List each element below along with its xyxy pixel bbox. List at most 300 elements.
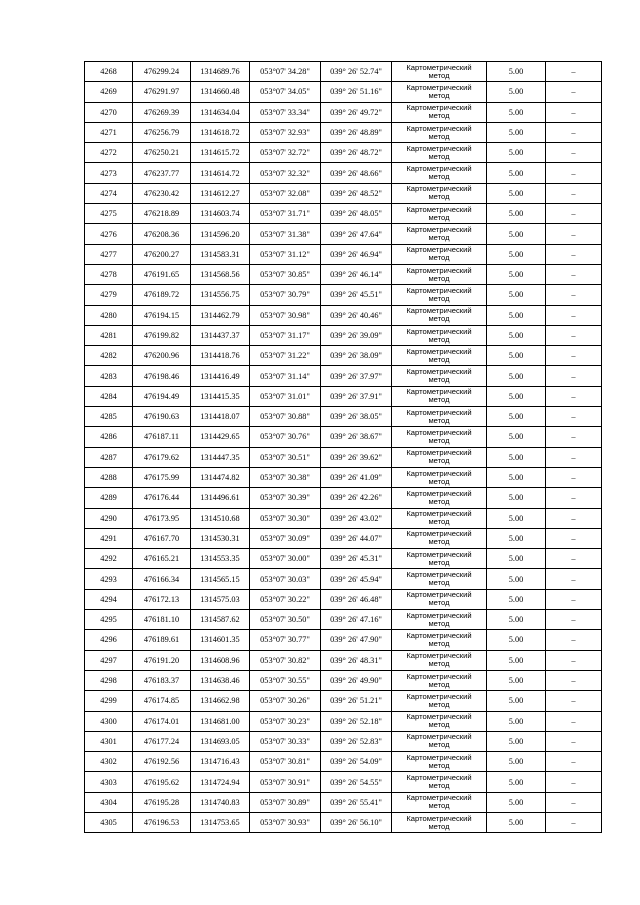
note-cell: – — [546, 143, 602, 163]
latitude-cell: 053°07' 30.22" — [250, 589, 321, 609]
accuracy-cell: 5.00 — [487, 407, 546, 427]
accuracy-cell: 5.00 — [487, 102, 546, 122]
accuracy-cell: 5.00 — [487, 467, 546, 487]
method-cell — [392, 102, 487, 122]
accuracy-cell: 5.00 — [487, 82, 546, 102]
method-cell — [392, 224, 487, 244]
note-cell: – — [546, 183, 602, 203]
point-number-cell: 4277 — [85, 244, 133, 264]
y-coordinate-cell: 1314689.76 — [191, 62, 250, 82]
latitude-cell: 053°07' 30.38" — [250, 467, 321, 487]
longitude-cell: 039° 26' 38.67" — [321, 427, 392, 447]
method-line-2: метод — [428, 131, 450, 141]
point-number-cell: 4296 — [85, 630, 133, 650]
x-coordinate-cell: 476181.10 — [133, 610, 191, 630]
note-cell: – — [546, 650, 602, 670]
y-coordinate-cell: 1314583.31 — [191, 244, 250, 264]
point-number-cell: 4305 — [85, 812, 133, 832]
table-row — [85, 752, 602, 772]
table-row — [85, 508, 602, 528]
x-coordinate-cell: 476190.63 — [133, 407, 191, 427]
point-number-cell: 4301 — [85, 731, 133, 751]
method-line-2: метод — [428, 537, 450, 547]
method-cell — [392, 549, 487, 569]
method-line-1: Картометрический — [406, 82, 472, 92]
x-coordinate-cell: 476195.28 — [133, 792, 191, 812]
point-number-cell: 4285 — [85, 407, 133, 427]
table-row — [85, 62, 602, 82]
method-cell — [392, 447, 487, 467]
method-line-1: Картометрический — [406, 204, 472, 214]
x-coordinate-cell: 476176.44 — [133, 488, 191, 508]
point-number-cell: 4278 — [85, 264, 133, 284]
accuracy-cell: 5.00 — [487, 508, 546, 528]
longitude-cell: 039° 26' 47.64" — [321, 224, 392, 244]
method-line-1: Картометрический — [406, 346, 472, 356]
y-coordinate-cell: 1314568.56 — [191, 264, 250, 284]
method-cell — [392, 772, 487, 792]
method-line-2: метод — [428, 598, 450, 608]
longitude-cell: 039° 26' 54.09" — [321, 752, 392, 772]
longitude-cell: 039° 26' 47.90" — [321, 630, 392, 650]
x-coordinate-cell: 476256.79 — [133, 122, 191, 142]
point-number-cell: 4268 — [85, 62, 133, 82]
method-line-1: Картометрический — [406, 225, 472, 235]
x-coordinate-cell: 476173.95 — [133, 508, 191, 528]
method-line-2: метод — [428, 456, 450, 466]
y-coordinate-cell: 1314447.35 — [191, 447, 250, 467]
latitude-cell: 053°07' 32.08" — [250, 183, 321, 203]
note-cell: – — [546, 569, 602, 589]
latitude-cell: 053°07' 32.32" — [250, 163, 321, 183]
note-cell: – — [546, 407, 602, 427]
point-number-cell: 4271 — [85, 122, 133, 142]
accuracy-cell: 5.00 — [487, 163, 546, 183]
y-coordinate-cell: 1314603.74 — [191, 204, 250, 224]
note-cell: – — [546, 630, 602, 650]
note-cell: – — [546, 122, 602, 142]
longitude-cell: 039° 26' 37.97" — [321, 366, 392, 386]
method-cell — [392, 467, 487, 487]
accuracy-cell: 5.00 — [487, 427, 546, 447]
point-number-cell: 4273 — [85, 163, 133, 183]
x-coordinate-cell: 476177.24 — [133, 731, 191, 751]
x-coordinate-cell: 476208.36 — [133, 224, 191, 244]
longitude-cell: 039° 26' 52.74" — [321, 62, 392, 82]
table-row — [85, 163, 602, 183]
accuracy-cell: 5.00 — [487, 488, 546, 508]
method-cell — [392, 204, 487, 224]
longitude-cell: 039° 26' 46.14" — [321, 264, 392, 284]
point-number-cell: 4283 — [85, 366, 133, 386]
latitude-cell: 053°07' 30.30" — [250, 508, 321, 528]
longitude-cell: 039° 26' 39.09" — [321, 325, 392, 345]
x-coordinate-cell: 476196.53 — [133, 812, 191, 832]
point-number-cell: 4276 — [85, 224, 133, 244]
y-coordinate-cell: 1314415.35 — [191, 386, 250, 406]
method-line-1: Картометрический — [406, 529, 472, 539]
x-coordinate-cell: 476166.34 — [133, 569, 191, 589]
table-row — [85, 264, 602, 284]
latitude-cell: 053°07' 30.33" — [250, 731, 321, 751]
latitude-cell: 053°07' 30.03" — [250, 569, 321, 589]
note-cell: – — [546, 305, 602, 325]
method-line-1: Картометрический — [406, 651, 472, 661]
point-number-cell: 4275 — [85, 204, 133, 224]
note-cell: – — [546, 670, 602, 690]
longitude-cell: 039° 26' 48.89" — [321, 122, 392, 142]
method-line-1: Картометрический — [406, 143, 472, 153]
point-number-cell: 4280 — [85, 305, 133, 325]
longitude-cell: 039° 26' 49.90" — [321, 670, 392, 690]
method-line-1: Картометрический — [406, 793, 472, 803]
method-line-2: метод — [428, 720, 450, 730]
method-line-1: Картометрический — [406, 630, 472, 640]
accuracy-cell: 5.00 — [487, 589, 546, 609]
point-number-cell: 4269 — [85, 82, 133, 102]
note-cell: – — [546, 812, 602, 832]
x-coordinate-cell: 476299.24 — [133, 62, 191, 82]
table-row — [85, 589, 602, 609]
note-cell: – — [546, 285, 602, 305]
point-number-cell: 4297 — [85, 650, 133, 670]
note-cell: – — [546, 792, 602, 812]
accuracy-cell: 5.00 — [487, 792, 546, 812]
accuracy-cell: 5.00 — [487, 569, 546, 589]
method-cell — [392, 366, 487, 386]
table-row — [85, 528, 602, 548]
longitude-cell: 039° 26' 48.31" — [321, 650, 392, 670]
method-line-2: метод — [428, 821, 450, 831]
coordinates-table-body — [85, 62, 602, 833]
y-coordinate-cell: 1314740.83 — [191, 792, 250, 812]
method-line-1: Картометрический — [406, 407, 472, 417]
longitude-cell: 039° 26' 46.48" — [321, 589, 392, 609]
x-coordinate-cell: 476194.15 — [133, 305, 191, 325]
y-coordinate-cell: 1314693.05 — [191, 731, 250, 751]
method-line-1: Картометрический — [406, 306, 472, 316]
y-coordinate-cell: 1314614.72 — [191, 163, 250, 183]
method-line-1: Картометрический — [406, 62, 472, 72]
method-line-2: метод — [428, 760, 450, 770]
accuracy-cell: 5.00 — [487, 650, 546, 670]
latitude-cell: 053°07' 31.22" — [250, 346, 321, 366]
method-line-2: метод — [428, 578, 450, 588]
table-row — [85, 711, 602, 731]
y-coordinate-cell: 1314429.65 — [191, 427, 250, 447]
point-number-cell: 4272 — [85, 143, 133, 163]
method-line-2: метод — [428, 740, 450, 750]
x-coordinate-cell: 476167.70 — [133, 528, 191, 548]
y-coordinate-cell: 1314587.62 — [191, 610, 250, 630]
y-coordinate-cell: 1314418.07 — [191, 407, 250, 427]
x-coordinate-cell: 476230.42 — [133, 183, 191, 203]
y-coordinate-cell: 1314601.35 — [191, 630, 250, 650]
method-line-2: метод — [428, 679, 450, 689]
x-coordinate-cell: 476250.21 — [133, 143, 191, 163]
method-line-1: Картометрический — [406, 468, 472, 478]
accuracy-cell: 5.00 — [487, 812, 546, 832]
method-line-2: метод — [428, 90, 450, 100]
note-cell: – — [546, 752, 602, 772]
latitude-cell: 053°07' 30.89" — [250, 792, 321, 812]
longitude-cell: 039° 26' 45.31" — [321, 549, 392, 569]
point-number-cell: 4274 — [85, 183, 133, 203]
longitude-cell: 039° 26' 42.26" — [321, 488, 392, 508]
method-cell — [392, 650, 487, 670]
x-coordinate-cell: 476172.13 — [133, 589, 191, 609]
latitude-cell: 053°07' 34.05" — [250, 82, 321, 102]
table-row — [85, 305, 602, 325]
method-line-2: метод — [428, 192, 450, 202]
method-cell — [392, 285, 487, 305]
y-coordinate-cell: 1314575.03 — [191, 589, 250, 609]
point-number-cell: 4300 — [85, 711, 133, 731]
method-line-2: метод — [428, 496, 450, 506]
accuracy-cell: 5.00 — [487, 62, 546, 82]
y-coordinate-cell: 1314418.76 — [191, 346, 250, 366]
table-row — [85, 244, 602, 264]
point-number-cell: 4290 — [85, 508, 133, 528]
point-number-cell: 4281 — [85, 325, 133, 345]
method-line-2: метод — [428, 618, 450, 628]
note-cell: – — [546, 62, 602, 82]
longitude-cell: 039° 26' 49.72" — [321, 102, 392, 122]
note-cell: – — [546, 224, 602, 244]
method-line-2: метод — [428, 273, 450, 283]
point-number-cell: 4291 — [85, 528, 133, 548]
note-cell: – — [546, 264, 602, 284]
method-line-1: Картометрический — [406, 427, 472, 437]
x-coordinate-cell: 476237.77 — [133, 163, 191, 183]
note-cell: – — [546, 325, 602, 345]
method-cell — [392, 82, 487, 102]
method-line-1: Картометрический — [406, 448, 472, 458]
accuracy-cell: 5.00 — [487, 549, 546, 569]
longitude-cell: 039° 26' 52.18" — [321, 711, 392, 731]
y-coordinate-cell: 1314618.72 — [191, 122, 250, 142]
note-cell: – — [546, 549, 602, 569]
longitude-cell: 039° 26' 41.09" — [321, 467, 392, 487]
table-row — [85, 549, 602, 569]
y-coordinate-cell: 1314530.31 — [191, 528, 250, 548]
latitude-cell: 053°07' 31.17" — [250, 325, 321, 345]
method-line-1: Картометрический — [406, 570, 472, 580]
longitude-cell: 039° 26' 44.07" — [321, 528, 392, 548]
method-cell — [392, 305, 487, 325]
note-cell: – — [546, 102, 602, 122]
latitude-cell: 053°07' 30.50" — [250, 610, 321, 630]
x-coordinate-cell: 476291.97 — [133, 82, 191, 102]
method-line-2: метод — [428, 557, 450, 567]
method-line-2: метод — [428, 415, 450, 425]
accuracy-cell: 5.00 — [487, 772, 546, 792]
method-line-1: Картометрический — [406, 773, 472, 783]
point-number-cell: 4303 — [85, 772, 133, 792]
longitude-cell: 039° 26' 43.02" — [321, 508, 392, 528]
method-line-1: Картометрический — [406, 691, 472, 701]
method-cell — [392, 163, 487, 183]
method-line-2: метод — [428, 293, 450, 303]
y-coordinate-cell: 1314612.27 — [191, 183, 250, 203]
point-number-cell: 4288 — [85, 467, 133, 487]
longitude-cell: 039° 26' 54.55" — [321, 772, 392, 792]
method-cell — [392, 630, 487, 650]
method-line-2: метод — [428, 801, 450, 811]
accuracy-cell: 5.00 — [487, 122, 546, 142]
table-row — [85, 143, 602, 163]
table-row — [85, 407, 602, 427]
method-cell — [392, 731, 487, 751]
accuracy-cell: 5.00 — [487, 366, 546, 386]
method-line-2: метод — [428, 517, 450, 527]
longitude-cell: 039° 26' 51.16" — [321, 82, 392, 102]
point-number-cell: 4299 — [85, 691, 133, 711]
method-line-1: Картометрический — [406, 164, 472, 174]
table-row — [85, 325, 602, 345]
method-line-2: метод — [428, 314, 450, 324]
x-coordinate-cell: 476175.99 — [133, 467, 191, 487]
longitude-cell: 039° 26' 46.94" — [321, 244, 392, 264]
method-cell — [392, 752, 487, 772]
table-row — [85, 183, 602, 203]
y-coordinate-cell: 1314565.15 — [191, 569, 250, 589]
method-line-1: Картометрический — [406, 610, 472, 620]
note-cell: – — [546, 691, 602, 711]
longitude-cell: 039° 26' 45.94" — [321, 569, 392, 589]
method-cell — [392, 264, 487, 284]
latitude-cell: 053°07' 30.77" — [250, 630, 321, 650]
latitude-cell: 053°07' 32.93" — [250, 122, 321, 142]
coordinates-table — [84, 61, 602, 833]
table-row — [85, 792, 602, 812]
method-line-2: метод — [428, 476, 450, 486]
x-coordinate-cell: 476269.39 — [133, 102, 191, 122]
table-row — [85, 670, 602, 690]
accuracy-cell: 5.00 — [487, 325, 546, 345]
method-cell — [392, 569, 487, 589]
accuracy-cell: 5.00 — [487, 143, 546, 163]
longitude-cell: 039° 26' 48.66" — [321, 163, 392, 183]
table-row — [85, 772, 602, 792]
table-row — [85, 204, 602, 224]
longitude-cell: 039° 26' 45.51" — [321, 285, 392, 305]
method-line-1: Картометрический — [406, 813, 472, 823]
longitude-cell: 039° 26' 38.09" — [321, 346, 392, 366]
x-coordinate-cell: 476192.56 — [133, 752, 191, 772]
table-row — [85, 122, 602, 142]
accuracy-cell: 5.00 — [487, 305, 546, 325]
table-row — [85, 691, 602, 711]
y-coordinate-cell: 1314662.98 — [191, 691, 250, 711]
table-row — [85, 447, 602, 467]
method-cell — [392, 610, 487, 630]
method-cell — [392, 407, 487, 427]
accuracy-cell: 5.00 — [487, 183, 546, 203]
method-line-2: метод — [428, 334, 450, 344]
method-line-1: Картометрический — [406, 245, 472, 255]
method-line-1: Картометрический — [406, 123, 472, 133]
accuracy-cell: 5.00 — [487, 244, 546, 264]
table-row — [85, 346, 602, 366]
method-cell — [392, 711, 487, 731]
x-coordinate-cell: 476200.96 — [133, 346, 191, 366]
latitude-cell: 053°07' 30.82" — [250, 650, 321, 670]
longitude-cell: 039° 26' 52.83" — [321, 731, 392, 751]
method-line-1: Картометрический — [406, 509, 472, 519]
latitude-cell: 053°07' 31.71" — [250, 204, 321, 224]
accuracy-cell: 5.00 — [487, 204, 546, 224]
method-line-1: Картометрический — [406, 387, 472, 397]
method-line-1: Картометрический — [406, 671, 472, 681]
longitude-cell: 039° 26' 47.16" — [321, 610, 392, 630]
note-cell: – — [546, 366, 602, 386]
method-line-1: Картометрический — [406, 590, 472, 600]
x-coordinate-cell: 476174.85 — [133, 691, 191, 711]
latitude-cell: 053°07' 30.85" — [250, 264, 321, 284]
accuracy-cell: 5.00 — [487, 447, 546, 467]
point-number-cell: 4279 — [85, 285, 133, 305]
method-line-1: Картометрический — [406, 285, 472, 295]
y-coordinate-cell: 1314638.46 — [191, 670, 250, 690]
note-cell: – — [546, 528, 602, 548]
accuracy-cell: 5.00 — [487, 224, 546, 244]
x-coordinate-cell: 476198.46 — [133, 366, 191, 386]
method-cell — [392, 589, 487, 609]
method-line-1: Картометрический — [406, 103, 472, 113]
method-cell — [392, 183, 487, 203]
x-coordinate-cell: 476191.20 — [133, 650, 191, 670]
x-coordinate-cell: 476174.01 — [133, 711, 191, 731]
latitude-cell: 053°07' 30.88" — [250, 407, 321, 427]
table-row — [85, 569, 602, 589]
latitude-cell: 053°07' 31.12" — [250, 244, 321, 264]
method-line-2: метод — [428, 253, 450, 263]
longitude-cell: 039° 26' 37.91" — [321, 386, 392, 406]
note-cell: – — [546, 610, 602, 630]
x-coordinate-cell: 476189.72 — [133, 285, 191, 305]
point-number-cell: 4298 — [85, 670, 133, 690]
note-cell: – — [546, 447, 602, 467]
note-cell: – — [546, 386, 602, 406]
note-cell: – — [546, 163, 602, 183]
longitude-cell: 039° 26' 48.72" — [321, 143, 392, 163]
accuracy-cell: 5.00 — [487, 752, 546, 772]
method-cell — [392, 670, 487, 690]
y-coordinate-cell: 1314681.00 — [191, 711, 250, 731]
note-cell: – — [546, 82, 602, 102]
note-cell: – — [546, 711, 602, 731]
y-coordinate-cell: 1314474.82 — [191, 467, 250, 487]
method-line-2: метод — [428, 375, 450, 385]
method-cell — [392, 792, 487, 812]
method-cell — [392, 346, 487, 366]
method-line-1: Картометрический — [406, 549, 472, 559]
accuracy-cell: 5.00 — [487, 610, 546, 630]
longitude-cell: 039° 26' 48.52" — [321, 183, 392, 203]
longitude-cell: 039° 26' 39.62" — [321, 447, 392, 467]
point-number-cell: 4282 — [85, 346, 133, 366]
y-coordinate-cell: 1314608.96 — [191, 650, 250, 670]
method-line-2: метод — [428, 638, 450, 648]
point-number-cell: 4302 — [85, 752, 133, 772]
longitude-cell: 039° 26' 51.21" — [321, 691, 392, 711]
table-row — [85, 82, 602, 102]
latitude-cell: 053°07' 30.51" — [250, 447, 321, 467]
note-cell: – — [546, 772, 602, 792]
note-cell: – — [546, 589, 602, 609]
table-row — [85, 630, 602, 650]
